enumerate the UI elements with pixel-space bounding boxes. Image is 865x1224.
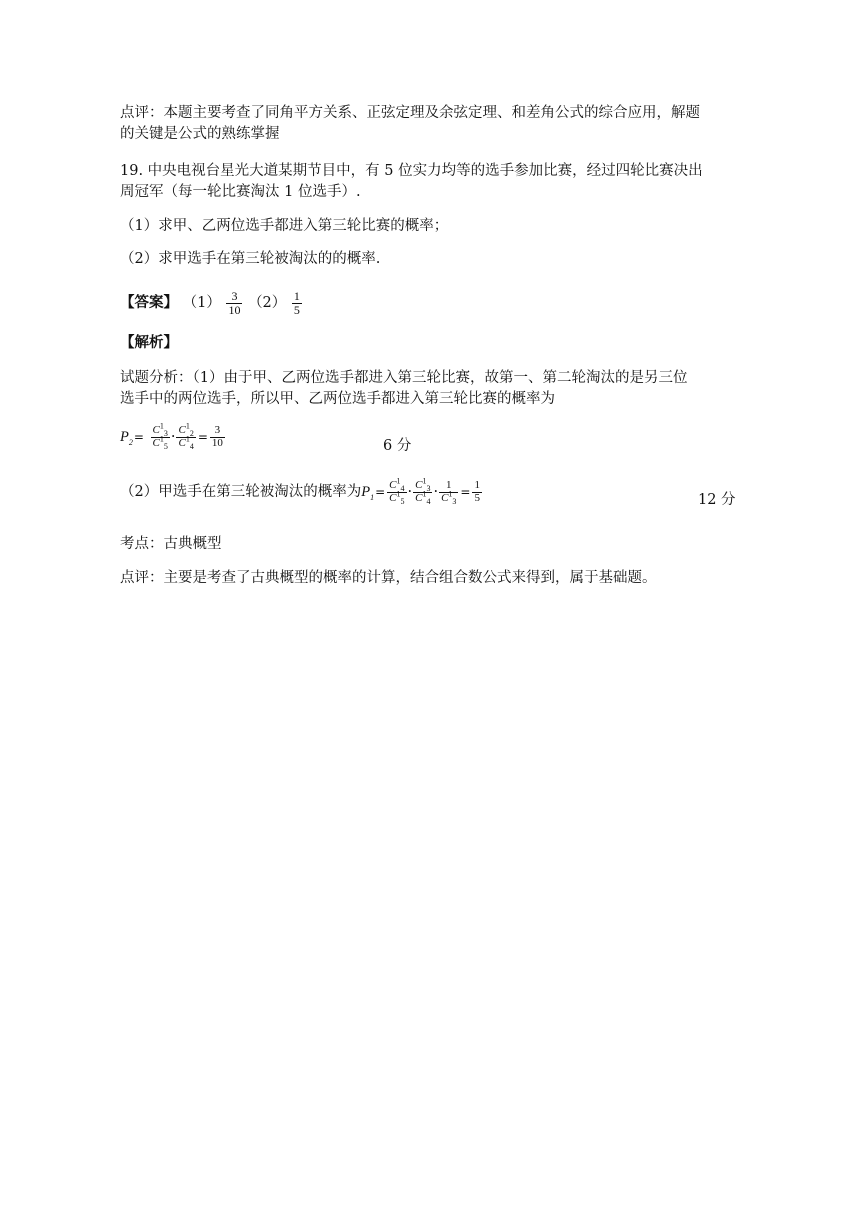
equation-2: （2）甲选手在第三轮被淘汰的概率为$P_1=$ $\frac{C^1_4}{C^1_5}$ · $\frac{C^1_3}{C^1_4}$ · $\frac{1}{C^1_3}$ = $\frac{1}{5}$ xyxy=(120,476,480,506)
comment-line-1: 点评：本题主要考查了同角平方关系、正弦定理及余弦定理、和差角公式的综合应用，解题 xyxy=(120,105,700,121)
comment-line-2: 的关键是公式的熟练掌握 xyxy=(120,126,280,142)
eq1-score: 6 分 xyxy=(383,438,412,454)
fraction-denominator: 10 xyxy=(228,302,241,317)
fraction-numerator: 3 xyxy=(231,289,238,303)
problem-line-1: 19. 中央电视台星光大道某期节目中，有 5 位实力均等的选手参加比赛，经过四轮比赛决出 xyxy=(120,163,703,179)
question-2: （2）求甲选手在第三轮被淘汰的的概率. xyxy=(120,251,381,267)
problem-line-2: 周冠军（每一轮比赛淘汰 1 位选手）. xyxy=(120,184,361,200)
equation-1: $P_2=$ $\frac{C^1_3}{C^1_5}$ · $\frac{C^1_2}{C^1_4}$ = $\frac{3}{10}$ xyxy=(120,421,223,451)
eq1-fraction-b: $\frac{C^1_2}{C^1_4}$ xyxy=(178,421,194,451)
analysis-label: 【解析】 xyxy=(120,334,178,351)
eq2-prefix: （2）甲选手在第三轮被淘汰的概率为 xyxy=(120,484,362,501)
eq2-fraction-c: $\frac{1}{C^1_3}$ xyxy=(441,479,457,506)
analysis-line-2: 选手中的两位选手，所以甲、乙两位选手都进入第三轮比赛的概率为 xyxy=(120,391,555,407)
fraction-numerator: 1 xyxy=(293,289,300,303)
answer-part-2: （2） xyxy=(248,295,287,312)
eq1-lhs: $P_2$ xyxy=(120,429,133,447)
eq1-fraction-a: $\frac{C^1_3}{C^1_5}$ xyxy=(152,421,168,451)
answer-fraction-2 xyxy=(292,290,302,316)
answer-fraction-1 xyxy=(226,290,242,316)
comment-2-line: 点评：主要是考查了古典概型的概率的计算，结合组合数公式来得到，属于基础题。 xyxy=(120,570,657,586)
eq2-lhs: $P_1$ xyxy=(361,484,375,502)
eq2-fraction-a: $\frac{C^1_4}{C^1_5}$ xyxy=(389,476,405,506)
fraction-denominator: 5 xyxy=(293,302,300,317)
eq2-score: 12 分 xyxy=(698,492,736,508)
answer-line xyxy=(120,290,740,316)
answer-label: 【答案】 xyxy=(120,294,178,312)
eq1-result: $\frac{3}{10}$ xyxy=(211,424,223,449)
question-1: （1）求甲、乙两位选手都进入第三轮比赛的概率； xyxy=(120,218,449,234)
kaodian-line: 考点：古典概型 xyxy=(120,536,222,552)
analysis-line-1: 试题分析：（1）由于甲、乙两位选手都进入第三轮比赛，故第一、第二轮淘汰的是另三位 xyxy=(120,370,688,386)
eq2-fraction-b: $\frac{C^1_3}{C^1_4}$ xyxy=(415,476,431,506)
eq2-result: $\frac{1}{5}$ xyxy=(474,479,480,504)
answer-part-1: （1） xyxy=(182,295,221,312)
